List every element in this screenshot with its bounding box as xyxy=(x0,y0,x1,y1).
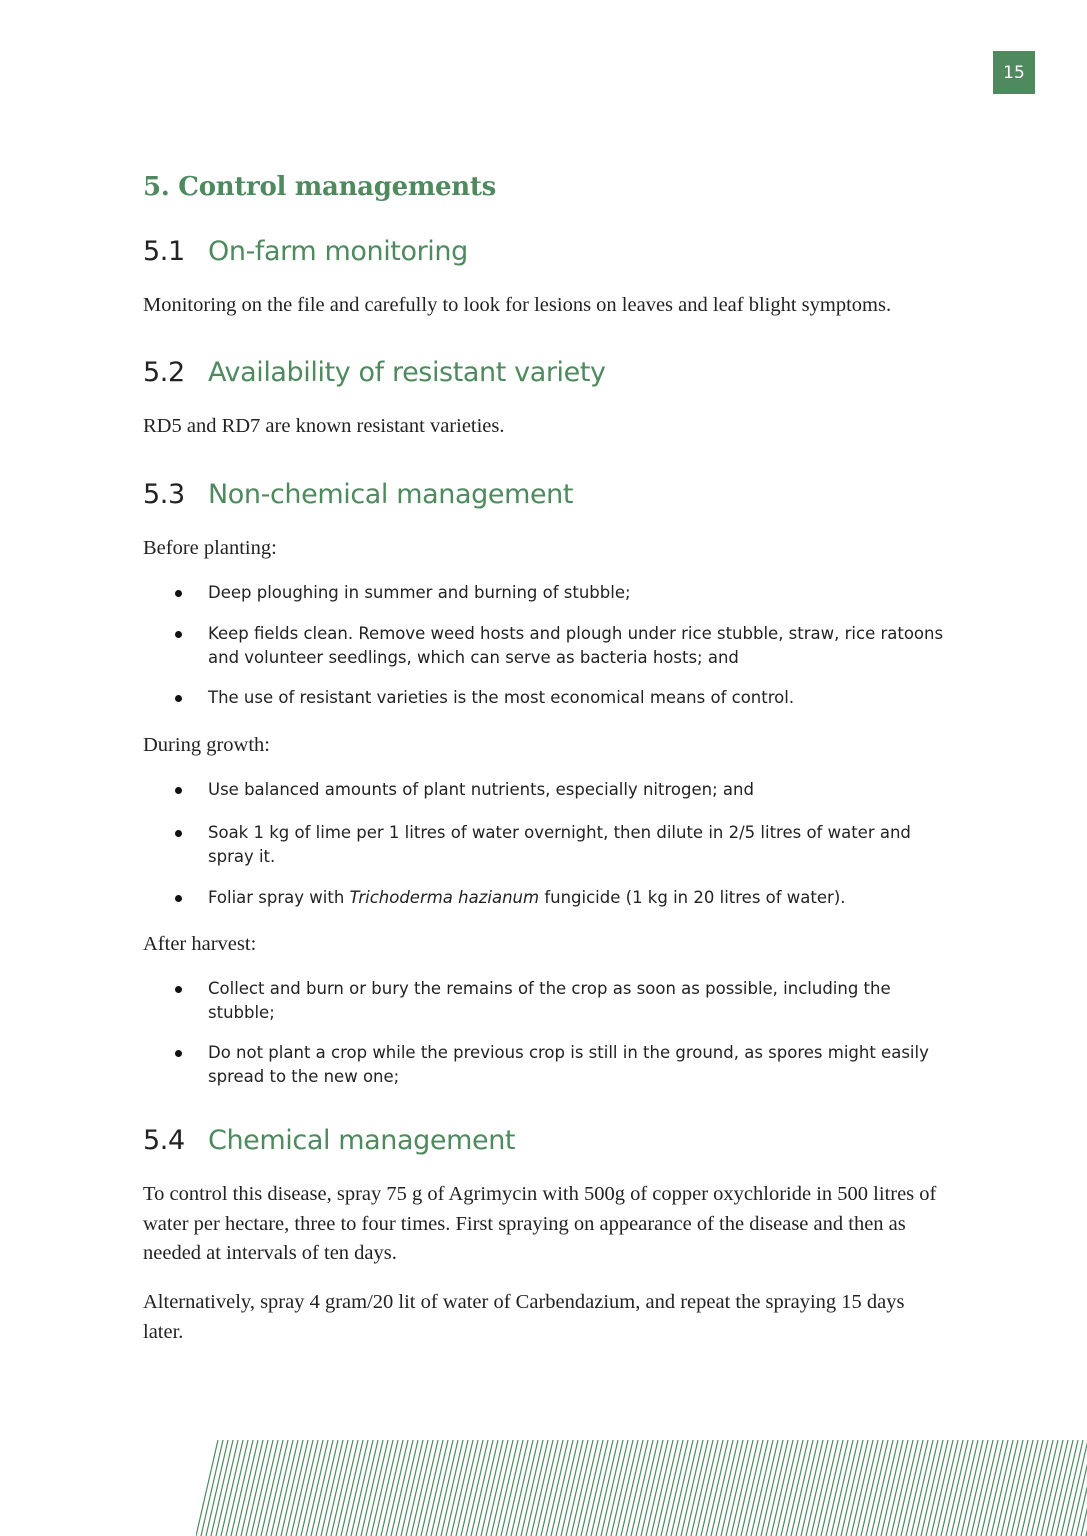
subsection-number: 5.2 xyxy=(143,357,185,388)
subsection-title: On-farm monitoring xyxy=(208,236,468,267)
list-item-text: Do not plant a crop while the previous crop is still in the ground, as spores might easily spread to the new one; xyxy=(208,1043,929,1086)
bullet-dot xyxy=(175,986,182,993)
species-name: Trichoderma hazianum xyxy=(349,888,540,907)
bullet-dot xyxy=(175,695,182,702)
chemical-paragraph-2: Alternatively, spray 4 gram/20 lit of water of Carbendazium, and repeat the spraying 15 days later. xyxy=(143,1291,905,1343)
bullet-dot xyxy=(175,1050,182,1057)
decorative-stripes xyxy=(196,1440,1087,1536)
list-item xyxy=(208,581,953,605)
group-label-after-harvest: After harvest: xyxy=(143,933,257,955)
monitoring-paragraph: Monitoring on the file and carefully to look for lesions on leaves and leaf blight symptoms. xyxy=(143,294,892,316)
list-item xyxy=(208,977,953,1024)
bullet-dot xyxy=(175,895,182,902)
subsection-heading-5-2 xyxy=(143,357,606,388)
subsection-number: 5.3 xyxy=(143,479,185,510)
bullet-dot xyxy=(175,631,182,638)
subsection-number: 5.1 xyxy=(143,236,185,267)
bullet-dot xyxy=(175,590,182,597)
list-item xyxy=(208,1041,953,1088)
subsection-heading-5-1 xyxy=(143,236,468,267)
subsection-title: Non-chemical management xyxy=(208,479,574,510)
chemical-paragraph-1: To control this disease, spray 75 g of Agrimycin with 500g of copper oxychloride in 500 litres of water per hectare, three to four times. First spraying on appearance of the disease and then as needed at intervals of ten days. xyxy=(143,1183,937,1264)
list-item xyxy=(208,686,953,710)
list-item-text: Keep fields clean. Remove weed hosts and plough under rice stubble, straw, rice ratoons and volunteer seedlings, which can serve as bacteria hosts; and xyxy=(208,624,944,667)
list-item-text: Deep ploughing in summer and burning of stubble; xyxy=(208,583,631,602)
list-item-text: Use balanced amounts of plant nutrients, especially nitrogen; and xyxy=(208,780,754,799)
subsection-heading-5-3 xyxy=(143,479,573,510)
list-item xyxy=(208,622,953,669)
bullet-dot xyxy=(175,787,182,794)
subsection-title: Chemical management xyxy=(208,1125,516,1156)
resistant-variety-paragraph: RD5 and RD7 are known resistant varieties. xyxy=(143,415,505,437)
foliar-text-before: Foliar spray with xyxy=(208,888,350,907)
group-label-during-growth: During growth: xyxy=(143,734,270,756)
list-item xyxy=(208,821,953,868)
list-item-text: Collect and burn or bury the remains of the crop as soon as possible, including the stubble; xyxy=(208,979,891,1022)
page-number-badge: 15 xyxy=(993,51,1035,94)
subsection-title: Availability of resistant variety xyxy=(208,357,606,388)
list-item-text: Soak 1 kg of lime per 1 litres of water overnight, then dilute in 2/5 litres of water and spray it. xyxy=(208,823,911,866)
list-item xyxy=(208,886,953,910)
group-label-before-planting: Before planting: xyxy=(143,537,277,559)
list-item xyxy=(208,778,953,802)
bullet-dot xyxy=(175,830,182,837)
subsection-number: 5.4 xyxy=(143,1125,185,1156)
foliar-text-after: fungicide (1 kg in 20 litres of water). xyxy=(539,888,846,907)
section-title: 5. Control managements xyxy=(143,172,496,202)
list-item-text: The use of resistant varieties is the most economical means of control. xyxy=(208,688,795,707)
subsection-heading-5-4 xyxy=(143,1125,515,1156)
